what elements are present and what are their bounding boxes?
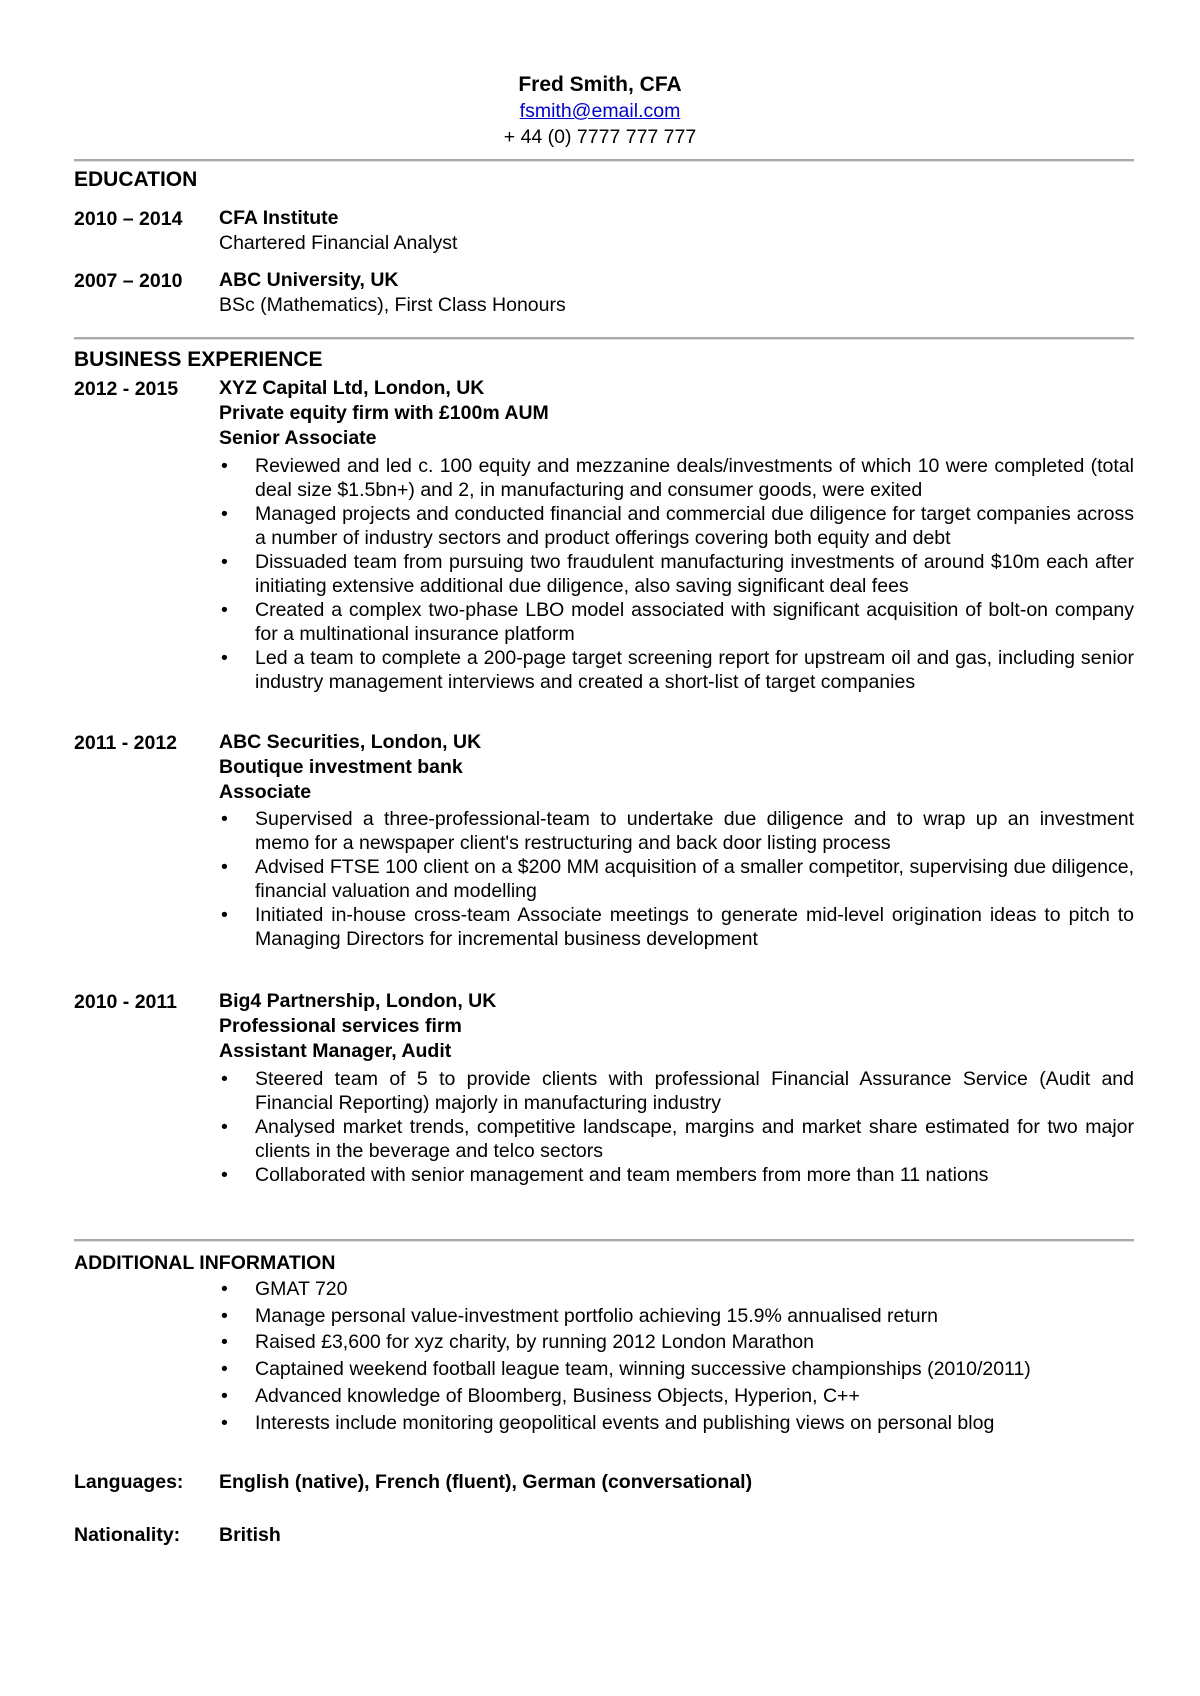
education-entry: [219, 268, 1134, 318]
list-item: • Raised £3,600 for xyz charity, by running 2012 London Marathon: [219, 1329, 1134, 1356]
bullet-icon: •: [221, 647, 228, 669]
email-link[interactable]: fsmith@email.com: [519, 100, 681, 122]
bullet-icon: •: [221, 1068, 228, 1090]
company-name: XYZ Capital Ltd, London, UK: [219, 377, 485, 399]
section-divider: [74, 337, 1134, 340]
nationality-label: Nationality:: [74, 1524, 181, 1546]
job-entry: [219, 376, 1134, 451]
bullet-icon: •: [221, 856, 228, 878]
institution-name: CFA Institute: [219, 207, 339, 229]
list-item: • Dissuaded team from pursuing two fraudulent manufacturing investments of around $10m each after initiating extensive additional due diligence, also saving significant deal fees: [221, 551, 1134, 597]
company-description: Professional services firm: [219, 1015, 462, 1037]
nationality-value: British: [219, 1524, 281, 1546]
additional-bullet-list: [219, 1276, 1134, 1436]
bullet-icon: •: [221, 1116, 228, 1138]
job-bullet-list: [219, 1067, 1134, 1187]
qualification: Chartered Financial Analyst: [219, 232, 458, 254]
list-item: • Reviewed and led c. 100 equity and mezzanine deals/investments of which 10 were completed (total deal size $1.5bn+) and 2, in manufacturing and consumer goods, were exited: [221, 455, 1134, 501]
company-name: ABC Securities, London, UK: [219, 731, 482, 753]
bullet-icon: •: [221, 904, 228, 926]
education-entry: [219, 206, 1134, 256]
job-dates: 2012 - 2015: [74, 378, 179, 400]
bullet-icon: •: [221, 551, 228, 573]
list-item: • Collaborated with senior management and team members from more than 11 nations: [221, 1164, 989, 1186]
job-bullet-list: [219, 454, 1134, 694]
section-divider: [74, 1239, 1134, 1242]
bullet-icon: •: [221, 1331, 228, 1354]
phone-number: + 44 (0) 7777 777 777: [503, 126, 697, 148]
bullet-icon: •: [221, 503, 228, 525]
languages-value: English (native), French (fluent), German (conversational): [219, 1471, 753, 1493]
additional-title: ADDITIONAL INFORMATION: [74, 1252, 336, 1274]
list-item: • Created a complex two-phase LBO model associated with significant acquisition of bolt-on company for a multinational insurance platform: [221, 599, 1134, 645]
bullet-icon: •: [221, 599, 228, 621]
job-dates: 2011 - 2012: [74, 732, 178, 754]
list-item: • Led a team to complete a 200-page target screening report for upstream oil and gas, including senior industry management interviews and created a short-list of target companies: [221, 647, 1134, 693]
education-title: EDUCATION: [74, 168, 198, 191]
list-item: • Initiated in-house cross-team Associate meetings to generate mid-level origination ideas to pitch to Managing Directors for incremental business development: [221, 904, 1134, 950]
list-item: • Advised FTSE 100 client on a $200 MM acquisition of a smaller competitor, supervising due diligence, financial valuation and modelling: [221, 856, 1134, 902]
resume-header: [0, 72, 1200, 150]
bullet-icon: •: [221, 1384, 228, 1407]
list-item: • Supervised a three-professional-team to undertake due diligence and to wrap up an investment memo for a newspaper client's restructuring and back door listing process: [221, 808, 1134, 854]
job-bullet-list: [219, 807, 1134, 951]
list-item: • Analysed market trends, competitive landscape, margins and market share estimated for two major clients in the beverage and telco sectors: [221, 1116, 1134, 1162]
job-role: Associate: [219, 781, 312, 803]
company-name: Big4 Partnership, London, UK: [219, 990, 497, 1012]
candidate-name: Fred Smith, CFA: [518, 73, 682, 96]
bullet-icon: •: [221, 455, 228, 477]
list-item: • Steered team of 5 to provide clients with professional Financial Assurance Service (Audit and Financial Reporting) majorly in manufacturing industry: [221, 1068, 1134, 1114]
job-dates: 2010 - 2011: [74, 991, 178, 1013]
bullet-icon: •: [221, 808, 228, 830]
job-role: Assistant Manager, Audit: [219, 1040, 452, 1062]
education-dates: 2010 – 2014: [74, 208, 183, 230]
list-item: • GMAT 720: [219, 1276, 1134, 1303]
company-description: Boutique investment bank: [219, 756, 463, 778]
qualification: BSc (Mathematics), First Class Honours: [219, 294, 566, 316]
education-dates: 2007 – 2010: [74, 270, 183, 292]
institution-name: ABC University, UK: [219, 269, 399, 291]
list-item: • Advanced knowledge of Bloomberg, Business Objects, Hyperion, C++: [219, 1383, 1134, 1410]
company-description: Private equity firm with £100m AUM: [219, 402, 549, 424]
bullet-icon: •: [221, 1164, 228, 1186]
bullet-icon: •: [221, 1411, 228, 1434]
bullet-icon: •: [221, 1278, 228, 1300]
list-item: • Managed projects and conducted financial and commercial due diligence for target companies across a number of industry sectors and product offerings covering both equity and debt: [221, 503, 1134, 549]
list-item: • Captained weekend football league team, winning successive championships (2010/2011): [219, 1356, 1134, 1383]
bullet-icon: •: [221, 1304, 228, 1327]
job-role: Senior Associate: [219, 427, 377, 449]
experience-title: BUSINESS EXPERIENCE: [74, 348, 323, 371]
job-entry: [219, 989, 1134, 1064]
job-entry: [219, 730, 1134, 805]
list-item: • Interests include monitoring geopolitical events and publishing views on personal blog: [219, 1410, 1134, 1437]
bullet-icon: •: [221, 1358, 228, 1381]
list-item: • Manage personal value-investment portfolio achieving 15.9% annualised return: [219, 1303, 1134, 1330]
languages-label: Languages:: [74, 1471, 184, 1493]
section-divider: [74, 159, 1134, 162]
